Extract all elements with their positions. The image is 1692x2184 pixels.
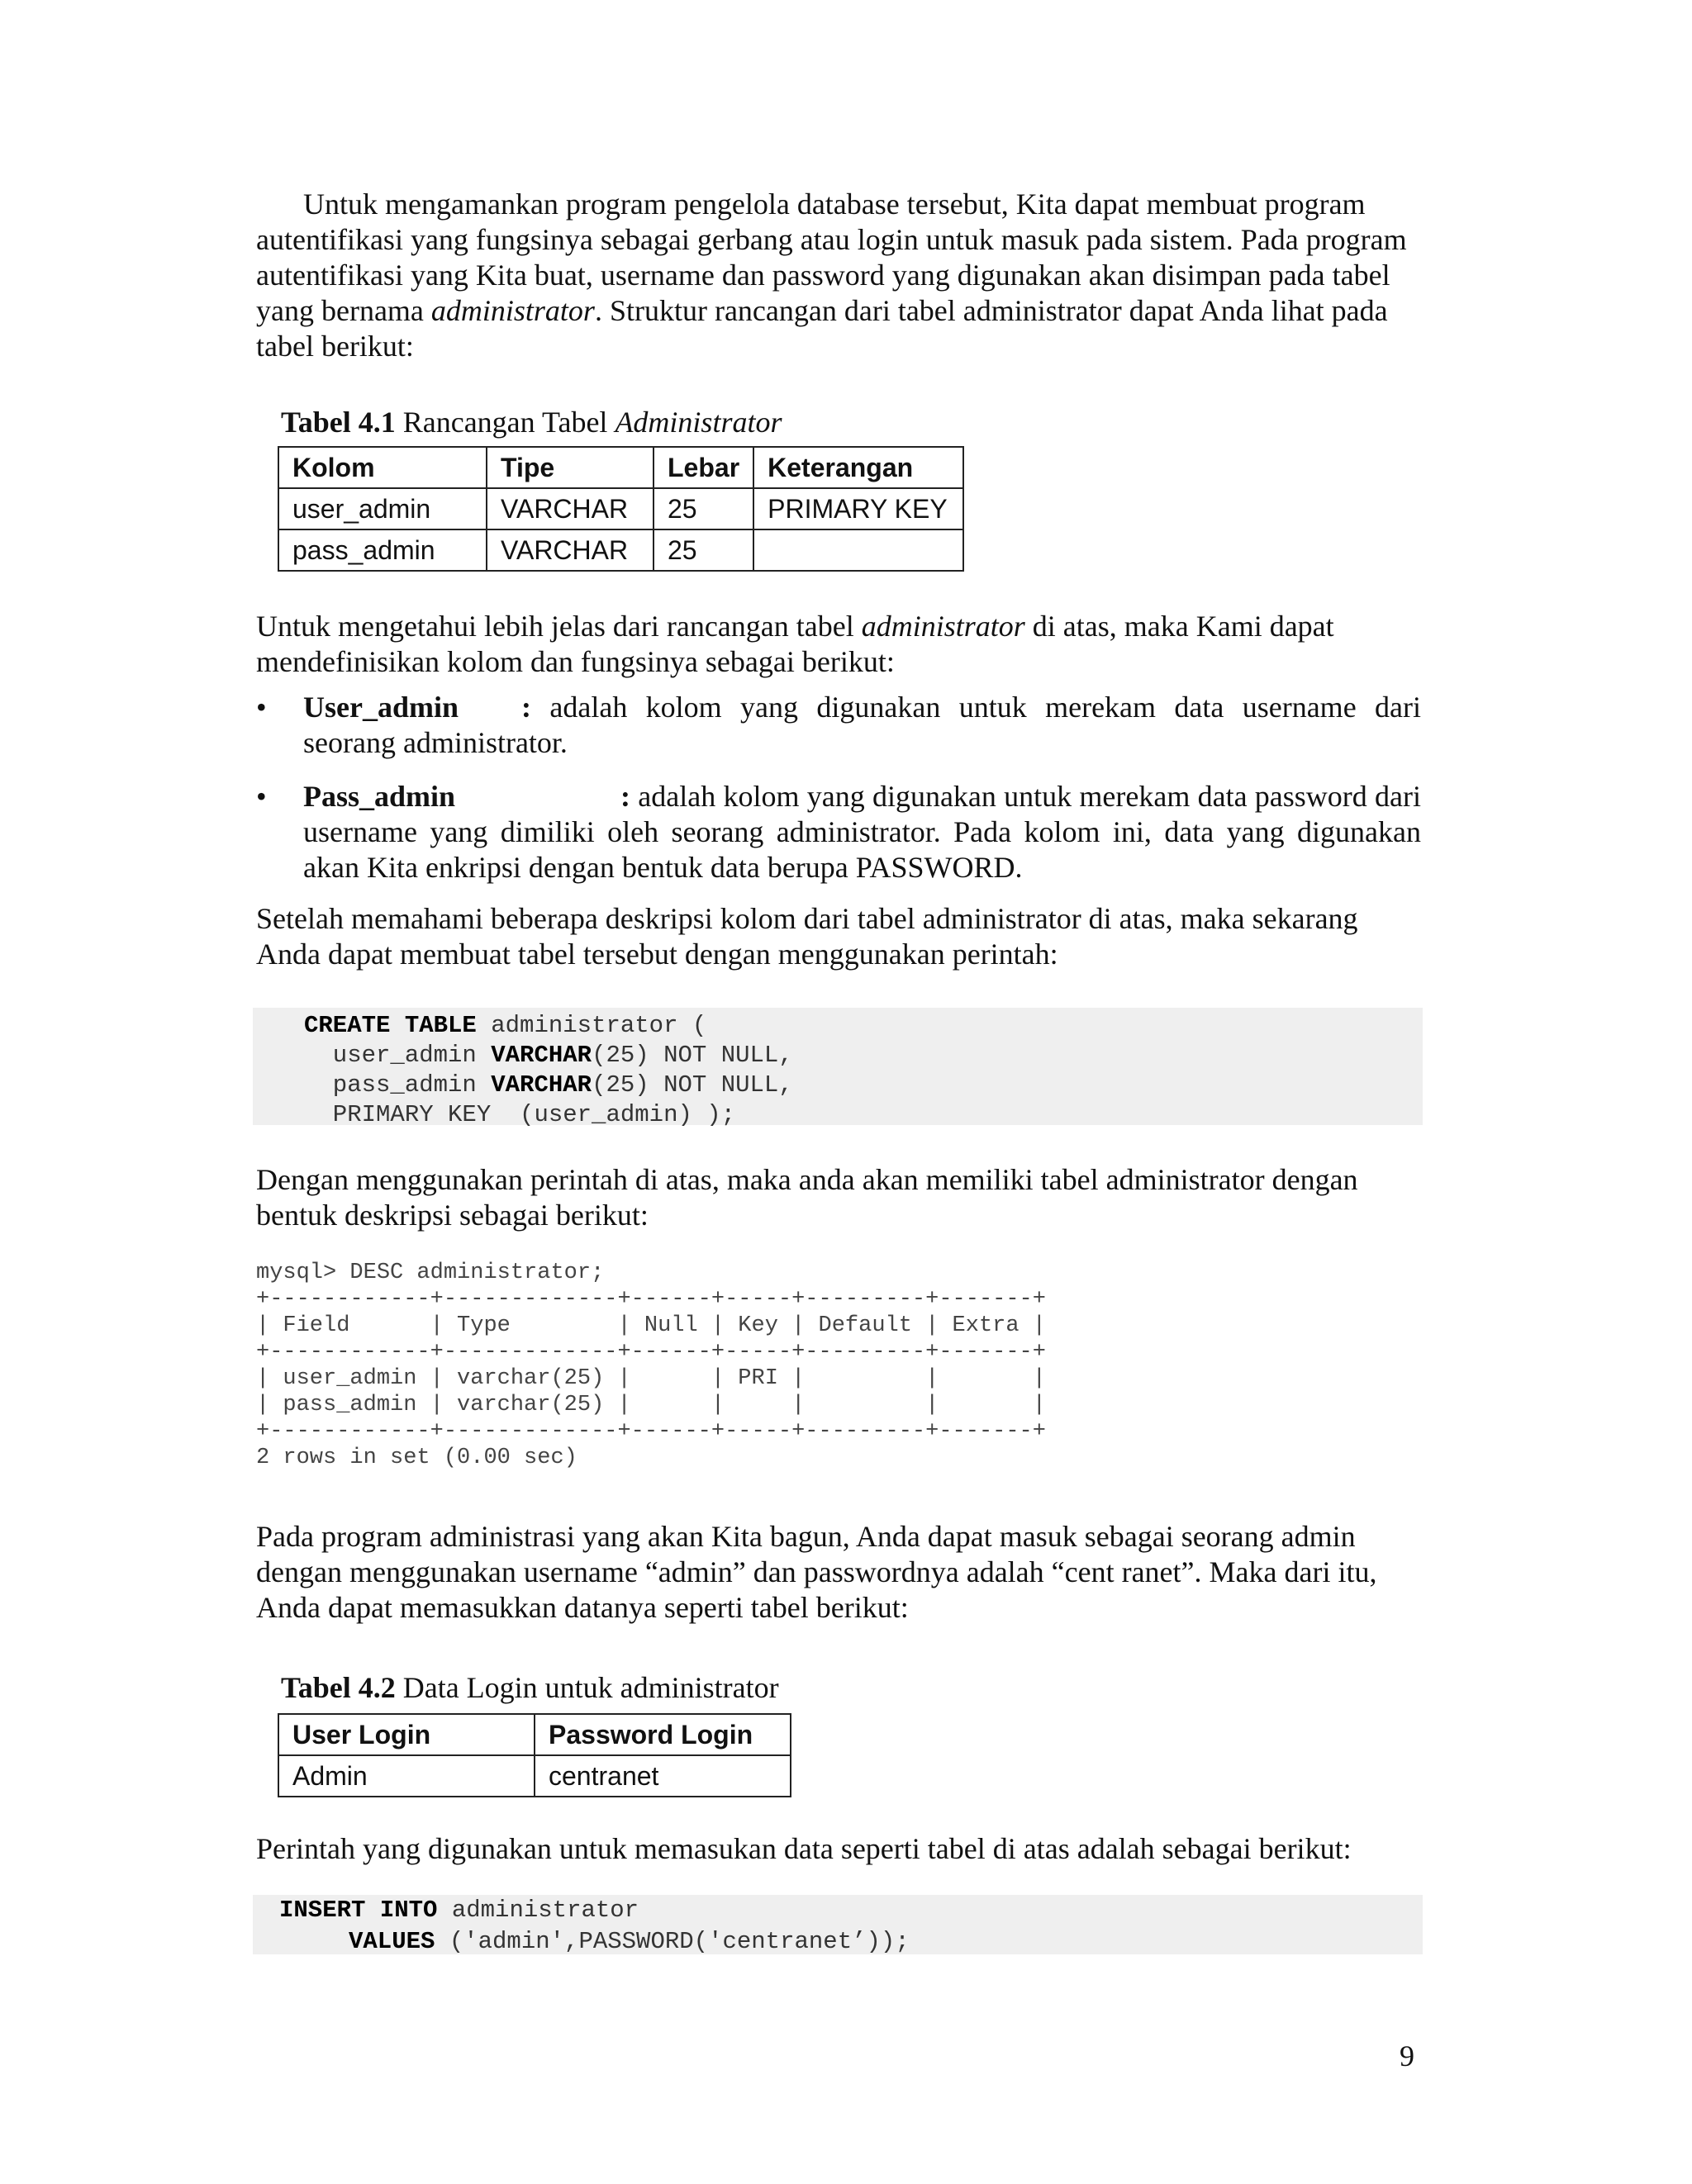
intro-emphasis: administrator [430,294,595,327]
code-text: user_admin [304,1042,492,1069]
table2 [278,1713,791,1797]
intro-text-end: . Struktur rancangan dari tabel administrator dapat Anda lihat pada tabel berikut: [256,294,1388,363]
explain-text-end: di atas, maka Kami dapat mendefinisikan kolom dan fungsinya sebagai berikut: [256,610,1334,678]
create-table-code [253,1008,1423,1128]
table-cell: centranet [535,1755,791,1797]
table-row [278,488,963,529]
bullet-icon: • [256,691,267,724]
console-line: +------------+-------------+------+-----+---------+-------+ [256,1340,1046,1365]
table-cell: pass_admin [278,529,487,571]
table-row [278,529,963,571]
code-text: pass_admin [304,1071,492,1099]
code-text: administrator [437,1897,639,1924]
bullet-icon: • [256,780,267,813]
console-line: | Field | Type | Null | Key | Default | Extra | [256,1313,1046,1338]
console-line: +------------+-------------+------+-----+---------+-------+ [256,1419,1046,1444]
bullet-colon: : [620,780,631,813]
insert-code [253,1895,1423,1954]
table2-header-row [278,1714,791,1755]
table1 [278,446,964,572]
table1-caption-text: Rancangan Tabel [395,406,615,439]
explain-paragraph [256,609,1421,680]
mysql-console-output [256,1260,1046,1471]
table-cell: VARCHAR [487,529,654,571]
console-line: 2 rows in set (0.00 sec) [256,1446,577,1470]
console-line: +------------+-------------+------+-----+---------+-------+ [256,1287,1046,1312]
login-paragraph: Pada program administrasi yang akan Kita bagun, Anda dapat masuk sebagai seorang admin dengan menggunakan username “admin” dan passwordnya adalah “cent ranet”. Maka dari itu, Anda dapat memasukkan datanya seperti tabel berikut: [256,1520,1377,1624]
code-text: PRIMARY KEY (user_admin) ); [304,1101,736,1128]
page-number: 9 [1400,2039,1414,2072]
create-intro-paragraph: Setelah memahami beberapa deskripsi kolom dari tabel administrator di atas, maka sekarang Anda dapat membuat tabel tersebut dengan menggunakan perintah: [256,902,1358,971]
table2-caption [281,1670,779,1706]
code-keyword: CREATE TABLE [304,1012,477,1039]
bullet-text: adalah kolom yang digunakan untuk merekam data username dari seorang administrator. [303,691,1422,759]
code-text: (25) NOT NULL, [592,1071,793,1099]
bullet-item-user-admin [256,690,1421,761]
console-line: mysql> DESC administrator; [256,1261,605,1285]
code-keyword: INSERT INTO [279,1897,438,1924]
table1-header: Tipe [487,447,654,488]
table-cell: 25 [654,488,753,529]
bullet-body [303,779,1421,885]
bullet-item-pass-admin [256,779,1421,885]
bullet-text: adalah kolom yang digunakan untuk merekam data password dari username yang dimiliki oleh seorang administrator. Pada kolom ini, data yang digunakan akan Kita enkripsi dengan bentuk data berupa PASSWORD. [303,780,1421,884]
table-row [278,1755,791,1797]
bullet-colon: : [521,691,531,724]
table-cell: Admin [278,1755,535,1797]
code-text: (25) NOT NULL, [592,1042,793,1069]
table2-header: Password Login [535,1714,791,1755]
describe-intro-paragraph: Dengan menggunakan perintah di atas, maka anda akan memiliki tabel administrator dengan bentuk deskripsi sebagai berikut: [256,1163,1358,1232]
table1-header: Kolom [278,447,487,488]
console-line: | user_admin | varchar(25) | | PRI | | | [256,1366,1046,1391]
table-cell: 25 [654,529,753,571]
bullet-term: User_admin [303,691,459,724]
table1-caption-emphasis: Administrator [615,406,782,439]
table1-header: Keterangan [753,447,963,488]
code-keyword: VARCHAR [491,1071,592,1099]
insert-intro-paragraph: Perintah yang digunakan untuk memasukan data seperti tabel di atas adalah sebagai berikut: [256,1832,1352,1865]
explain-text: Untuk mengetahui lebih jelas dari rancangan tabel [256,610,862,643]
intro-text: Untuk mengamankan program pengelola database tersebut, Kita dapat membuat program autentifikasi yang fungsinya sebagai gerbang atau login untuk masuk pada sistem. Pada program autentifikasi yang Kita buat, username dan password yang digunakan akan disimpan pada tabel yang bernama [256,188,1407,327]
table-cell: PRIMARY KEY [753,488,963,529]
code-text: administrator ( [476,1012,707,1039]
bullet-term: Pass_admin [303,780,456,813]
table2-caption-text: Data Login untuk administrator [395,1671,779,1704]
code-keyword: VARCHAR [491,1042,592,1069]
table-cell: user_admin [278,488,487,529]
table1-header: Lebar [654,447,753,488]
code-text: ('admin',PASSWORD('centranet’)); [435,1928,910,1955]
table1-caption [281,405,782,440]
intro-paragraph [256,187,1421,364]
code-keyword: VALUES [349,1928,435,1955]
table2-header: User Login [278,1714,535,1755]
table2-caption-label: Tabel 4.2 [281,1671,396,1704]
table-cell [753,529,963,571]
table-cell: VARCHAR [487,488,654,529]
table1-header-row [278,447,963,488]
bullet-body [303,690,1421,761]
table1-caption-label: Tabel 4.1 [281,406,396,439]
explain-emphasis: administrator [861,610,1025,643]
console-line: | pass_admin | varchar(25) | | | | | [256,1393,1046,1417]
